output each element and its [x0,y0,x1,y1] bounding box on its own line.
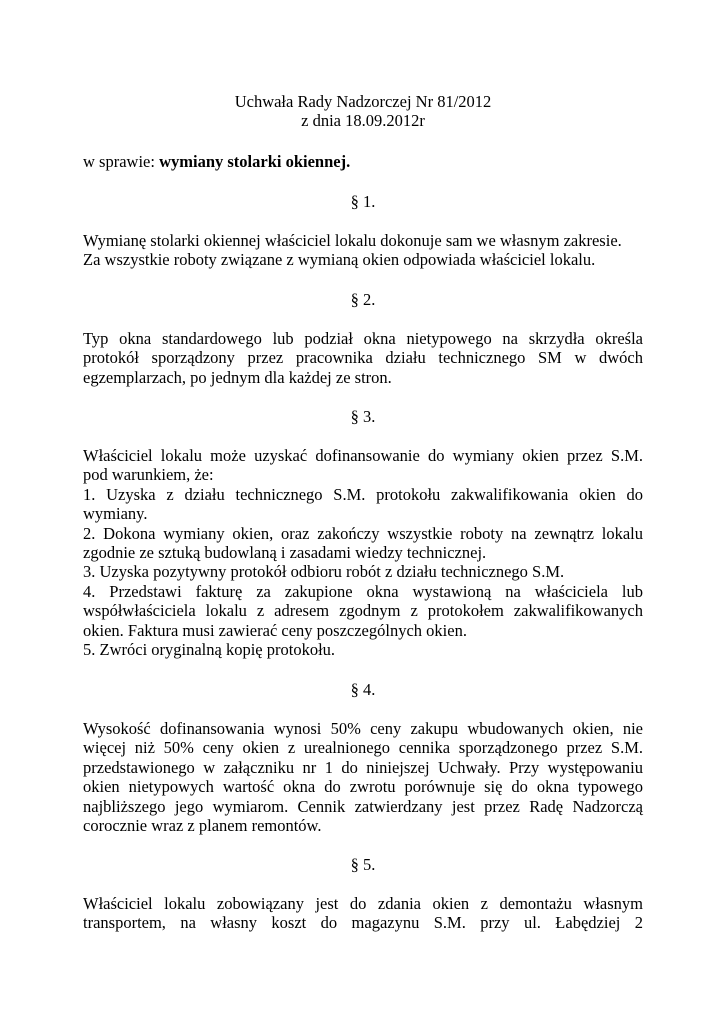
subject-topic: wymiany stolarki okiennej. [159,152,351,171]
paragraph-line: Wysokość dofinansowania wynosi 50% ceny zakupu wbudowanych okien, nie [83,719,643,738]
list-item-3: 3. Uzyska pozytywny protokół odbioru robót z działu technicznego S.M. [83,562,565,582]
paragraph-line: pod warunkiem, że: [83,465,214,485]
resolution-title: Uchwała Rady Nadzorczej Nr 81/2012 [234,92,492,111]
section-5-heading: § 5. [350,855,376,874]
paragraph-line: egzemplarzach, po jednym dla każdej ze stron. [83,367,392,387]
paragraph-line: transportem, na własny koszt do magazynu S.M. przy ul. Łabędziej 2 [83,913,643,933]
list-item-4-cont: współwłaściciela lokalu z adresem zgodnym z protokołem zakwalifikowanych [83,601,643,621]
section-2-body [83,329,643,387]
list-item-1: 1. Uzyska z działu technicznego S.M. protokołu zakwalifikowania okien do [83,484,643,504]
paragraph-line: przedstawionego w załączniku nr 1 do niniejszej Uchwały. Przy występowaniu [83,757,643,777]
list-item-2: 2. Dokona wymiany okien, oraz zakończy wszystkie roboty na zewnątrz lokalu [83,523,643,543]
list-item-2-cont: zgodnie ze sztuką budowlaną i zasadami wiedzy technicznej. [83,543,487,563]
section-4-heading: § 4. [350,680,376,699]
subject-line [83,152,643,171]
section-2-heading: § 2. [350,290,376,309]
paragraph-line: okien nietypowych wartość okna do zwrotu porównuje się do okna typowego [83,777,643,797]
paragraph-line: Za wszystkie roboty związane z wymianą okien odpowiada właściciel lokalu. [83,250,596,270]
list-item-5: 5. Zwróci oryginalną kopię protokołu. [83,640,336,660]
paragraph-line: najbliższego jego wymiarom. Cennik zatwierdzany jest przez Radę Nadzorczą [83,796,643,816]
paragraph-line: corocznie wraz z planem remontów. [83,816,322,836]
section-1-body [83,231,643,270]
subject-prefix: w sprawie: [83,152,160,171]
paragraph-line: protokół sporządzony przez pracownika działu technicznego SM w dwóch [83,348,643,368]
resolution-header [83,92,643,131]
paragraph-line: Właściciel lokalu może uzyskać dofinansowanie do wymiany okien przez S.M. [83,446,643,465]
list-item-4: 4. Przedstawi fakturę za zakupione okna wystawioną na właściciela lub [83,581,643,601]
section-3-heading: § 3. [350,407,376,426]
paragraph-line: Właściciel lokalu zobowiązany jest do zdania okien z demontażu własnym [83,894,643,913]
paragraph-line: Wymianę stolarki okiennej właściciel lokalu dokonuje sam we własnym zakresie. [83,231,622,250]
section-5-body [83,894,643,933]
list-item-4-cont: okien. Faktura musi zawierać ceny poszczególnych okien. [83,620,467,640]
paragraph-line: Typ okna standardowego lub podział okna nietypowego na skrzydła określa [83,329,643,348]
resolution-date: z dnia 18.09.2012r [301,111,425,131]
paragraph-line: więcej niż 50% ceny okien z urealnionego cennika sporządzonego przez S.M. [83,738,643,758]
section-3-body [83,446,643,659]
section-4-body [83,719,643,835]
list-item-1-cont: wymiany. [83,504,148,524]
section-1-heading: § 1. [350,192,376,211]
